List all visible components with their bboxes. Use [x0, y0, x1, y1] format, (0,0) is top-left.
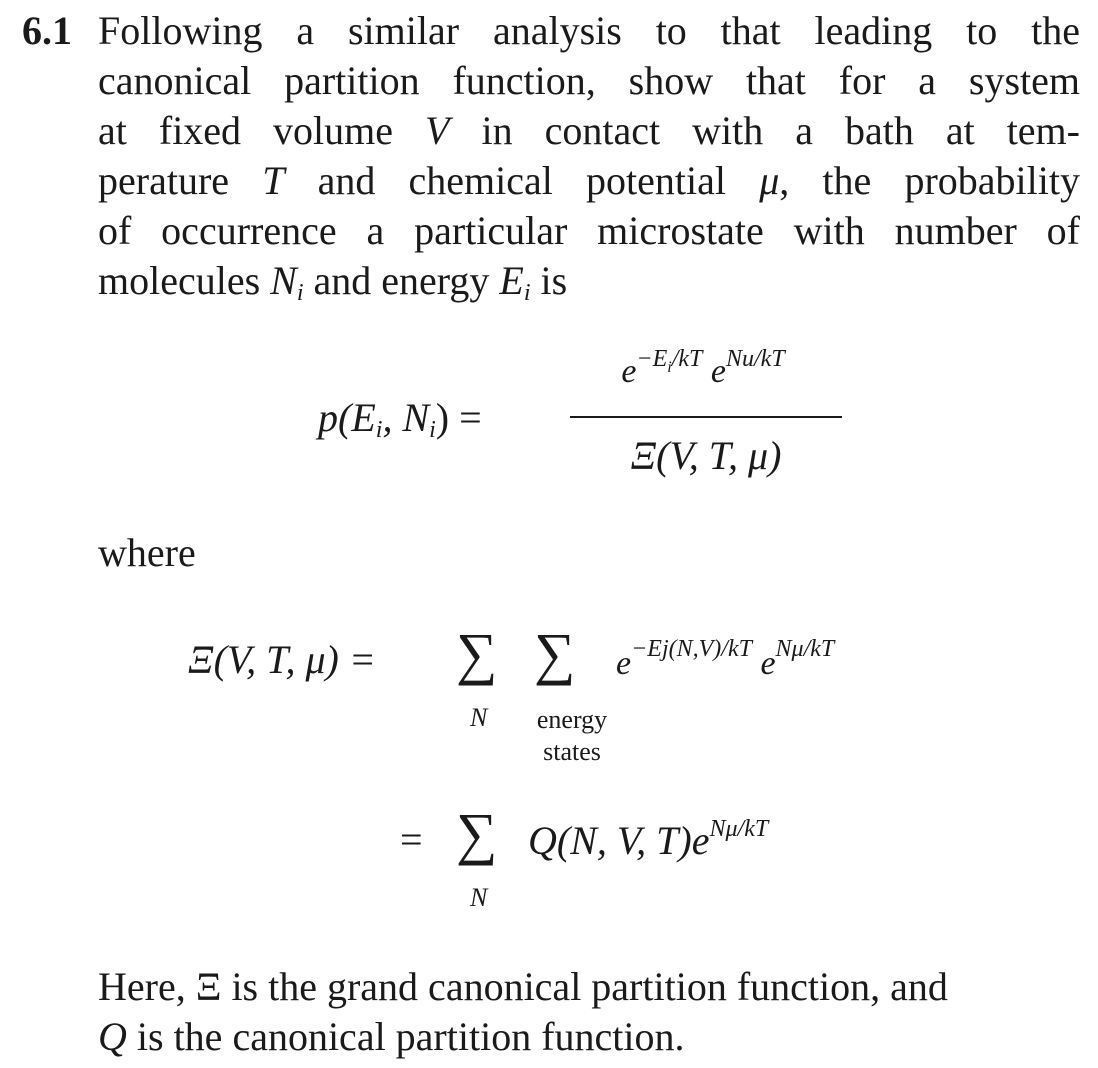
variable-mu: μ	[759, 158, 780, 203]
index-energy: energy	[536, 705, 608, 734]
problem-number: 6.1	[22, 8, 72, 53]
intro-line-4	[98, 156, 1080, 206]
variable-V: V	[425, 108, 450, 153]
lhs-part: p(E	[318, 395, 376, 440]
lhs-part: ) =	[435, 395, 482, 440]
variable-T: T	[262, 158, 285, 203]
exponent: Nμ/kT	[709, 816, 769, 842]
variable-E: E	[499, 258, 524, 303]
equation-grand-partition	[188, 620, 1008, 920]
where-text: where	[98, 530, 196, 575]
exponent: Nu/kT	[725, 346, 785, 372]
problem-outro	[98, 962, 1080, 1062]
subscript-i: i	[667, 358, 672, 376]
index-states: states	[543, 737, 601, 766]
subscript-i: i	[375, 417, 383, 443]
equation-lhs: Ξ(V, T, μ) =	[188, 637, 376, 682]
exponent-part: −E	[636, 346, 668, 372]
intro-text: molecules	[98, 258, 271, 303]
subscript-i: i	[429, 417, 436, 443]
fraction-denominator: Ξ(V, T, μ)	[630, 433, 782, 478]
intro-line-3	[98, 106, 1080, 156]
exponent: −Ej(N,V)/kT	[631, 636, 752, 662]
sum-term	[616, 636, 834, 683]
exp-base: e	[621, 353, 637, 390]
lhs-part: , N	[382, 395, 430, 440]
exponent-part: /kT	[671, 346, 703, 372]
exp-base: e	[616, 645, 632, 682]
sum-symbol: ∑	[456, 621, 498, 686]
intro-line-1: Following a similar analysis to that leading to the	[98, 8, 1080, 53]
exponent	[636, 346, 703, 376]
equals-sign: =	[400, 817, 423, 862]
variable-N: N	[270, 258, 297, 303]
intro-text: at fixed volume	[98, 108, 426, 153]
exp-base: e	[760, 645, 776, 682]
intro-text: perature	[98, 158, 263, 203]
variable-Q: Q	[98, 1014, 127, 1059]
outro-line-1: Here, Ξ is the grand canonical partition function, and	[98, 964, 948, 1009]
fraction-bar	[570, 416, 842, 418]
equation-lhs	[318, 396, 482, 452]
intro-line-6	[98, 256, 1080, 318]
problem-intro	[98, 6, 1080, 318]
sum-index-n: N	[470, 883, 488, 912]
intro-text: and chemical potential	[284, 158, 760, 203]
intro-line-5: of occurrence a particular microstate with number of	[98, 208, 1080, 253]
subscript-i: i	[296, 280, 304, 306]
sum-index-energy-states	[522, 704, 622, 768]
exp-base: e	[710, 353, 726, 390]
outro-line-2	[98, 1012, 1080, 1062]
subscript-i: i	[523, 280, 531, 306]
fraction-numerator	[568, 346, 838, 391]
sum-symbol: ∑	[534, 621, 576, 686]
sum-symbol: ∑	[456, 801, 498, 866]
outro-text: is the canonical partition function.	[126, 1014, 685, 1059]
intro-line-2: canonical partition function, show that for a system	[98, 58, 1080, 103]
intro-text: , the probability	[779, 158, 1080, 203]
sum-index-n: N	[470, 703, 488, 732]
exponent: Nμ/kT	[775, 636, 835, 662]
intro-text: is	[530, 258, 568, 303]
intro-text: in contact with a bath at tem-	[449, 108, 1080, 153]
intro-text: and energy	[303, 258, 500, 303]
equation-probability	[318, 348, 878, 478]
term-body: Q(N, V, T)e	[528, 818, 710, 863]
sum-term-canonical	[528, 816, 768, 864]
